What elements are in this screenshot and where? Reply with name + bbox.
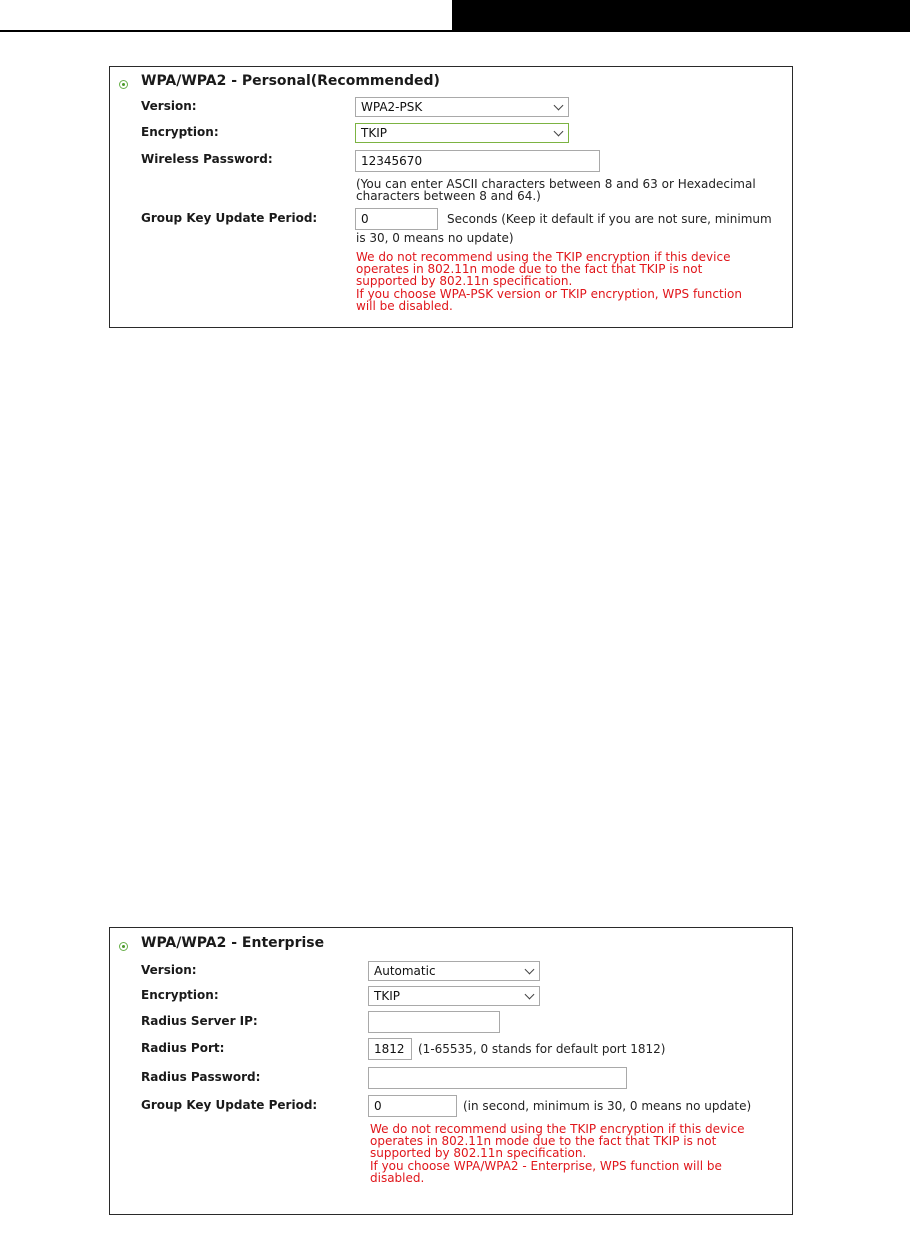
chevron-down-icon (525, 990, 535, 1000)
wpa-personal-title: WPA/WPA2 - Personal(Recommended) (141, 73, 440, 89)
tkip-warning-line-1: We do not recommend using the TKIP encryption if this device (370, 1122, 745, 1136)
group-key-hint-line-2: is 30, 0 means no update) (356, 231, 514, 245)
tkip-warning-line-3: supported by 802.11n specification. (356, 274, 573, 288)
group-key-input[interactable]: 0 (355, 208, 438, 230)
password-hint-line-2: characters between 8 and 64.) (356, 189, 541, 203)
wpa-enterprise-title: WPA/WPA2 - Enterprise (141, 935, 325, 951)
header-rule (0, 30, 452, 32)
version-select-value: Automatic (374, 964, 436, 978)
tkip-warning-line-2: operates in 802.11n mode due to the fact that TKIP is not (356, 262, 703, 276)
encryption-label: Encryption: (141, 988, 219, 1002)
wpa-personal-panel (109, 66, 793, 328)
radius-port-label: Radius Port: (141, 1041, 225, 1055)
encryption-label: Encryption: (141, 125, 219, 139)
group-key-input[interactable]: 0 (368, 1095, 457, 1117)
tkip-warning-line-3: supported by 802.11n specification. (370, 1146, 587, 1160)
version-select[interactable] (368, 961, 540, 981)
version-label: Version: (141, 99, 197, 113)
group-key-hint-line-1: Seconds (Keep it default if you are not sure, minimum (447, 212, 772, 226)
version-label: Version: (141, 963, 197, 977)
wireless-password-input[interactable]: 12345670 (355, 150, 600, 172)
wpa-enterprise-panel (109, 927, 793, 1215)
radius-password-label: Radius Password: (141, 1070, 261, 1084)
encryption-select[interactable] (355, 123, 569, 143)
chevron-down-icon (525, 965, 535, 975)
chevron-down-icon (554, 101, 564, 111)
radius-password-input[interactable] (368, 1067, 627, 1089)
group-key-label: Group Key Update Period: (141, 211, 318, 225)
tkip-warning-line-1: We do not recommend using the TKIP encryption if this device (356, 250, 731, 264)
tkip-warning-line-2: operates in 802.11n mode due to the fact that TKIP is not (370, 1134, 717, 1148)
password-hint-line-1: (You can enter ASCII characters between 8 and 63 or Hexadecimal (356, 177, 756, 191)
group-key-label: Group Key Update Period: (141, 1098, 318, 1112)
wpa-enterprise-radio[interactable] (119, 942, 128, 951)
radius-port-input[interactable]: 1812 (368, 1038, 412, 1060)
version-select[interactable] (355, 97, 569, 117)
encryption-select[interactable] (368, 986, 540, 1006)
wps-warning-line-1: If you choose WPA-PSK version or TKIP encryption, WPS function (356, 287, 742, 301)
wps-warning-line-2: disabled. (370, 1171, 425, 1185)
wps-warning-line-2: will be disabled. (356, 299, 453, 313)
chevron-down-icon (554, 127, 564, 137)
wpa-personal-radio[interactable] (119, 80, 128, 89)
version-select-value: WPA2-PSK (361, 100, 423, 114)
encryption-select-value: TKIP (361, 126, 387, 140)
encryption-select-value: TKIP (374, 989, 400, 1003)
group-key-hint: (in second, minimum is 30, 0 means no update) (463, 1099, 752, 1113)
radius-server-ip-label: Radius Server IP: (141, 1014, 258, 1028)
radius-port-hint: (1-65535, 0 stands for default port 1812) (418, 1042, 666, 1056)
header-block (452, 0, 910, 32)
radius-server-ip-input[interactable] (368, 1011, 500, 1033)
wireless-password-label: Wireless Password: (141, 152, 273, 166)
wps-warning-line-1: If you choose WPA/WPA2 - Enterprise, WPS function will be (370, 1159, 722, 1173)
